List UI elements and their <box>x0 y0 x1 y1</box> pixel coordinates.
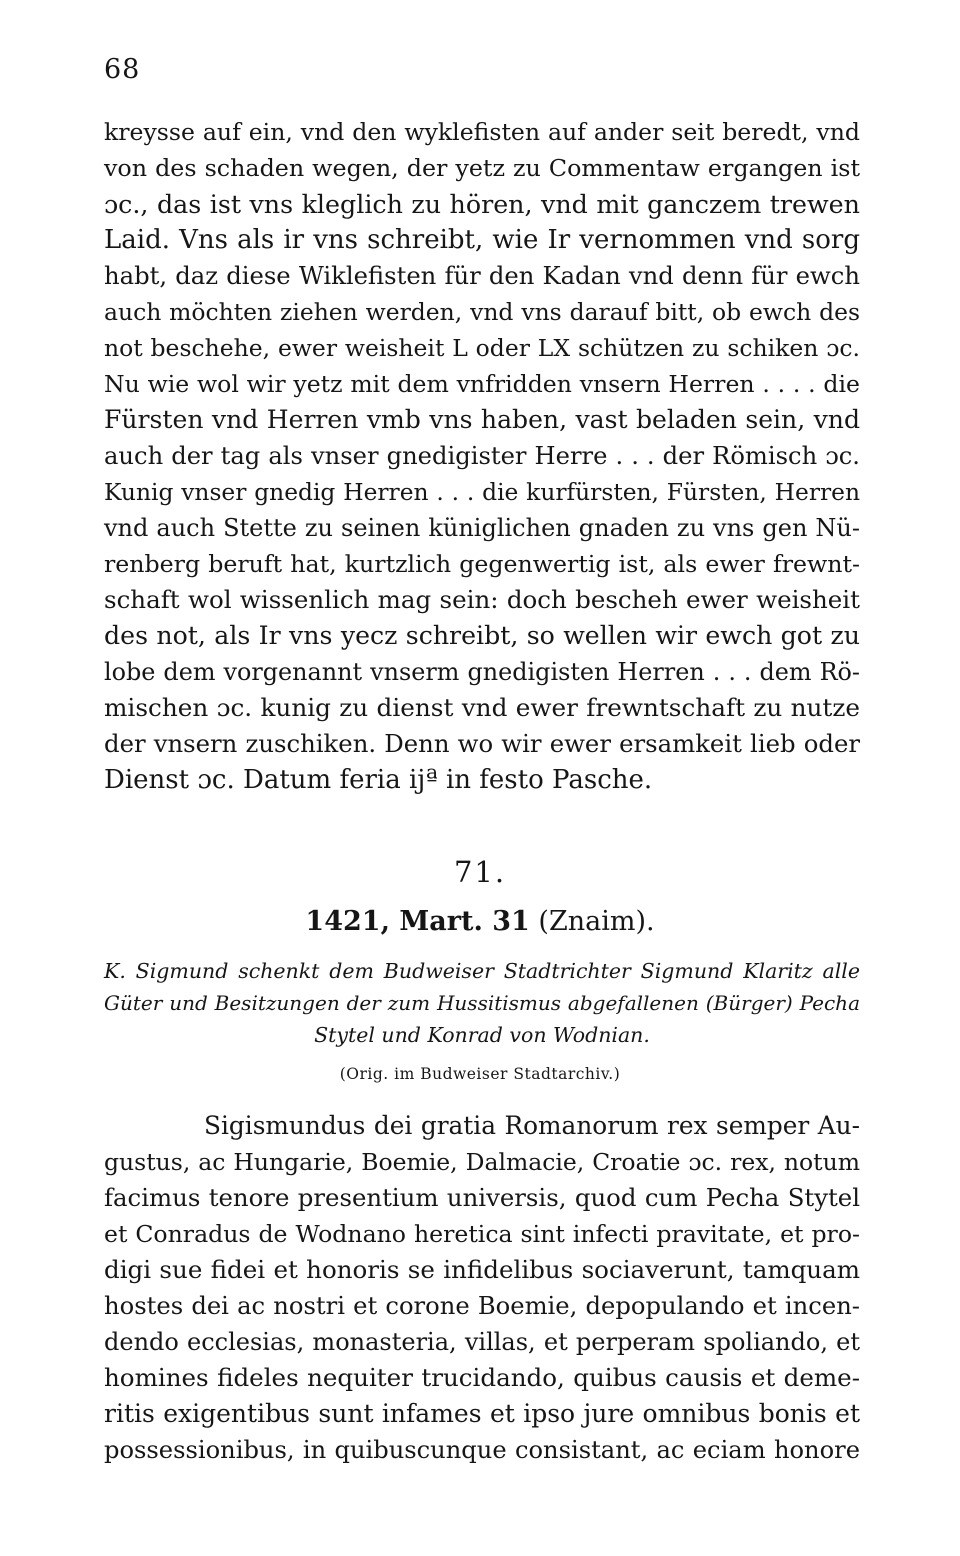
text-line: habt, daz diese Wiklefisten für den Kadan vnd denn für ewch <box>104 261 860 290</box>
text-line: vnd auch Stette zu seinen küniglichen gnaden zu vns gen Nü- <box>104 514 860 542</box>
text-line: gustus, ac Hungarie, Boemie, Dalmacie, Croatie ɔc. rex, notum <box>104 1148 860 1176</box>
text-line: auch der tag als vnser gnedigister Herre . . . der Römisch ɔc. <box>104 442 860 470</box>
text-line: dendo ecclesias, monasteria, villas, et perperam spoliando, et <box>104 1328 860 1356</box>
text-line: Nu wie wol wir yetz mit dem vnfridden vnsern Herren . . . . die <box>104 370 860 398</box>
text-line: auch möchten ziehen werden, vnd vns darauf bitt, ob ewch des <box>104 298 860 326</box>
text-line: hostes dei ac nostri et corone Boemie, depopulando et incen- <box>104 1291 860 1320</box>
text-line: des not, als Ir vns yecz schreibt, so wellen wir ewch got zu <box>104 621 860 650</box>
document-place: (Znaim). <box>538 906 655 937</box>
document-number: 71. <box>453 855 507 889</box>
summary-line: Güter und Besitzungen der zum Hussitismus abgefallenen (Bürger) Pecha <box>104 991 860 1015</box>
text-line: Sigismundus dei gratia Romanorum rex semper Au- <box>204 1111 860 1140</box>
text-line: mischen ɔc. kunig zu dienst vnd ewer frewntschaft zu nutze <box>104 693 860 722</box>
summary-line: Stytel und Konrad von Wodnian. <box>314 1023 650 1047</box>
text-line: ɔc., das ist vns kleglich zu hören, vnd mit ganczem trewen <box>104 189 860 219</box>
text-line: der vnsern zuschiken. Denn wo wir ewer ersamkeit lieb oder <box>104 729 860 758</box>
text-line: et Conradus de Wodnano heretica sint infecti pravitate, et pro- <box>104 1220 860 1248</box>
text-line: kreysse auf ein, vnd den wyklefisten auf ander seit beredt, vnd <box>104 118 860 146</box>
text-line: Dienst ɔc. Datum feria ijª in festo Pasche. <box>104 765 653 795</box>
paragraph-german-letter <box>104 114 860 798</box>
document-date-heading <box>0 903 960 941</box>
text-line: von des schaden wegen, der yetz zu Commentaw ergangen ist <box>104 154 860 182</box>
text-line: lobe dem vorgenannt vnserm gnedigisten Herren . . . dem Rö- <box>104 658 860 686</box>
text-line: not beschehe, ewer weisheit L oder LX schützen zu schiken ɔc. <box>104 334 860 362</box>
text-line: ritis exigentibus sunt infames et ipso jure omnibus bonis et <box>104 1399 860 1428</box>
document-summary <box>104 955 860 1051</box>
paragraph-latin-charter <box>104 1108 860 1468</box>
summary-line: K. Sigmund schenkt dem Budweiser Stadtrichter Sigmund Klaritz alle <box>104 959 860 983</box>
text-line: homines fideles nequiter trucidando, quibus causis et deme- <box>104 1363 860 1392</box>
text-line: digi sue fidei et honoris se infidelibus sociaverunt, tamquam <box>104 1255 860 1284</box>
text-line: facimus tenore presentium universis, quod cum Pecha Stytel <box>104 1183 860 1212</box>
source-note: (Orig. im Budweiser Stadtarchiv.) <box>339 1065 621 1083</box>
text-line: Laid. Vns als ir vns schreibt, wie Ir vernommen vnd sorg <box>104 225 860 255</box>
text-line: Kunig vnser gnedig Herren . . . die kurfürsten, Fürsten, Herren <box>104 478 860 506</box>
document-date: 1421, Mart. 31 <box>305 906 530 937</box>
page-number: 68 <box>104 54 141 85</box>
text-line: schaft wol wissenlich mag sein: doch bescheh ewer weisheit <box>104 585 860 614</box>
text-line: renberg beruft hat, kurtzlich gegenwertig ist, als ewer frewnt- <box>104 550 860 578</box>
text-line: possessionibus, in quibuscunque consistant, ac eciam honore <box>104 1436 860 1464</box>
text-line: Fürsten vnd Herren vmb vns haben, vast beladen sein, vnd <box>104 405 860 434</box>
